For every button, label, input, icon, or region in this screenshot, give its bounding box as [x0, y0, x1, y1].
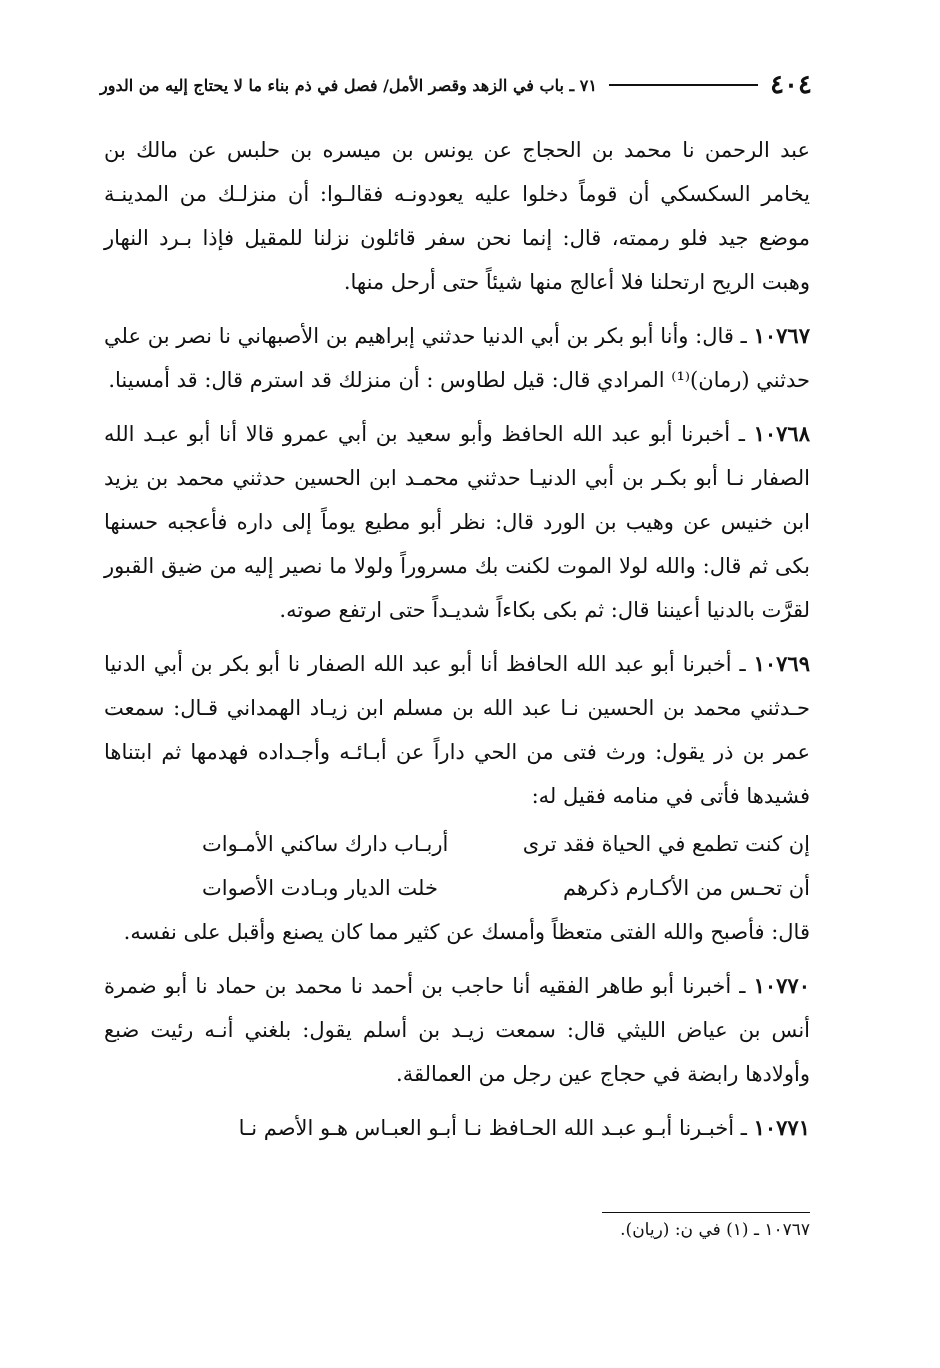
paragraph-text: ـ أخبرنا أبو طاهر الفقيه أنا حاجب بن أحمد نا محمد بن حماد نا أبو ضمرة أنس بن عياض الليثي قال: سمعت زيـد بن أسلم يقول: بلغني أنـه رئيت ضبع وأولادها رابضة في حجاج عين رجل من العمالقة. [104, 974, 810, 1086]
paragraph-text: قال: فأصبح والله الفتى متعظاً وأمسك عن كثير مما كان يصنع وأقبل على نفسه. [123, 920, 810, 944]
page-number: ٤٠٤ [770, 70, 812, 100]
paragraph [104, 412, 810, 632]
paragraph-text: ـ أخبرنا أبو عبد الله الحافظ أنا أبو عبد الله الصفار نا أبو بكر بن أبي الدنيا حـدثني محمد بن الحسين نـا عبد الله بن مسلم ابن زيـاد الهمداني قـال: سمعت عمر بن ذر يقول: ورث فتى من الحي داراً عن أبـائـه وأجـداده فهدمها ثم ابتناها فشيدها فأتى في منامه فقيل له: [104, 652, 810, 808]
footnote: ١٠٧٦٧ ـ (١) في ن: (ريان). [620, 1220, 810, 1240]
hadith-number: ١٠٧٦٩ [753, 651, 810, 676]
hadith-number: ١٠٧٦٨ [753, 421, 810, 446]
paragraph [104, 964, 810, 1096]
paragraph-text: عبد الرحمن نا محمد بن الحجاج عن يونس بن ميسره بن حلبس عن مالك بن يخامر السكسكي أن قوماً دخلوا عليه يعودونـه فقالـوا: أن منزلـك من المدينـة موضع جيد فلو رممته، قال: إنما نحن سفر قائلون نزلنا للمقيل فإذا بـرد النهار وهبت الريح ارتحلنا فلا أعالج منها شيئاً حتى أرحل منها. [104, 138, 810, 294]
hadith-number: ١٠٧٧١ [753, 1115, 810, 1140]
main-text [104, 128, 810, 1160]
header-rule [609, 84, 758, 86]
paragraph-text: ـ قال: وأنا أبو بكر بن أبي الدنيا حدثني إبراهيم بن الأصبهاني نا نصر بن علي حدثني (رمان)⁽¹⁾ المرادي قال: قيل لطاوس : أن منزلك قد استرم قال: قد أمسينا. [104, 324, 810, 392]
paragraph-text: ـ أخبـرنا أبـو عبـد الله الحـافظ نـا أبـو العبـاس هـو الأصم نـا [238, 1116, 747, 1140]
verse-first-hemistich: أن تحـس من الأكـارم ذكرهم [562, 876, 810, 900]
verse-second-hemistich: خلت الديار وبـادت الأصوات [202, 876, 438, 900]
paragraph [104, 642, 810, 818]
paragraph [104, 1106, 810, 1150]
hadith-number: ١٠٧٦٧ [753, 323, 810, 348]
hadith-number: ١٠٧٧٠ [753, 973, 810, 998]
footnote-rule [602, 1212, 810, 1213]
paragraph [104, 910, 810, 954]
paragraph-text: ـ أخبرنا أبو عبد الله الحافظ وأبو سعيد بن أبي عمرو قالا أنا أبو عبـد الله الصفار نـا أبو بكـر بن أبي الدنيـا حدثني محمـد ابن الحسين حدثني محمد بن يزيد ابن خنيس عن وهيب بن الورد قال: نظر أبو مطيع يوماً إلى داره فأعجبه حسنها بكى ثم قال: والله لولا الموت لكنت بك مسروراً ولولا ما نصير إليه من ضيق القبور لقرَّت بالدنيا أعيننا قال: ثم بكى بكاءاً شديـداً حتى ارتفع صوته. [104, 422, 810, 622]
verse-second-hemistich: أربـاب دارك ساكني الأمـوات [202, 832, 449, 856]
page-header [100, 68, 812, 102]
running-title: ٧١ ـ باب في الزهد وقصر الأمل/ فصل في ذم بناء ما لا يحتاج إليه من الدور [100, 75, 597, 95]
verse-line [202, 822, 810, 866]
paragraph [104, 128, 810, 304]
verse-first-hemistich: إن كنت تطمع في الحياة فقد ترى [522, 832, 810, 856]
paragraph [104, 314, 810, 402]
verse-line [202, 866, 810, 910]
